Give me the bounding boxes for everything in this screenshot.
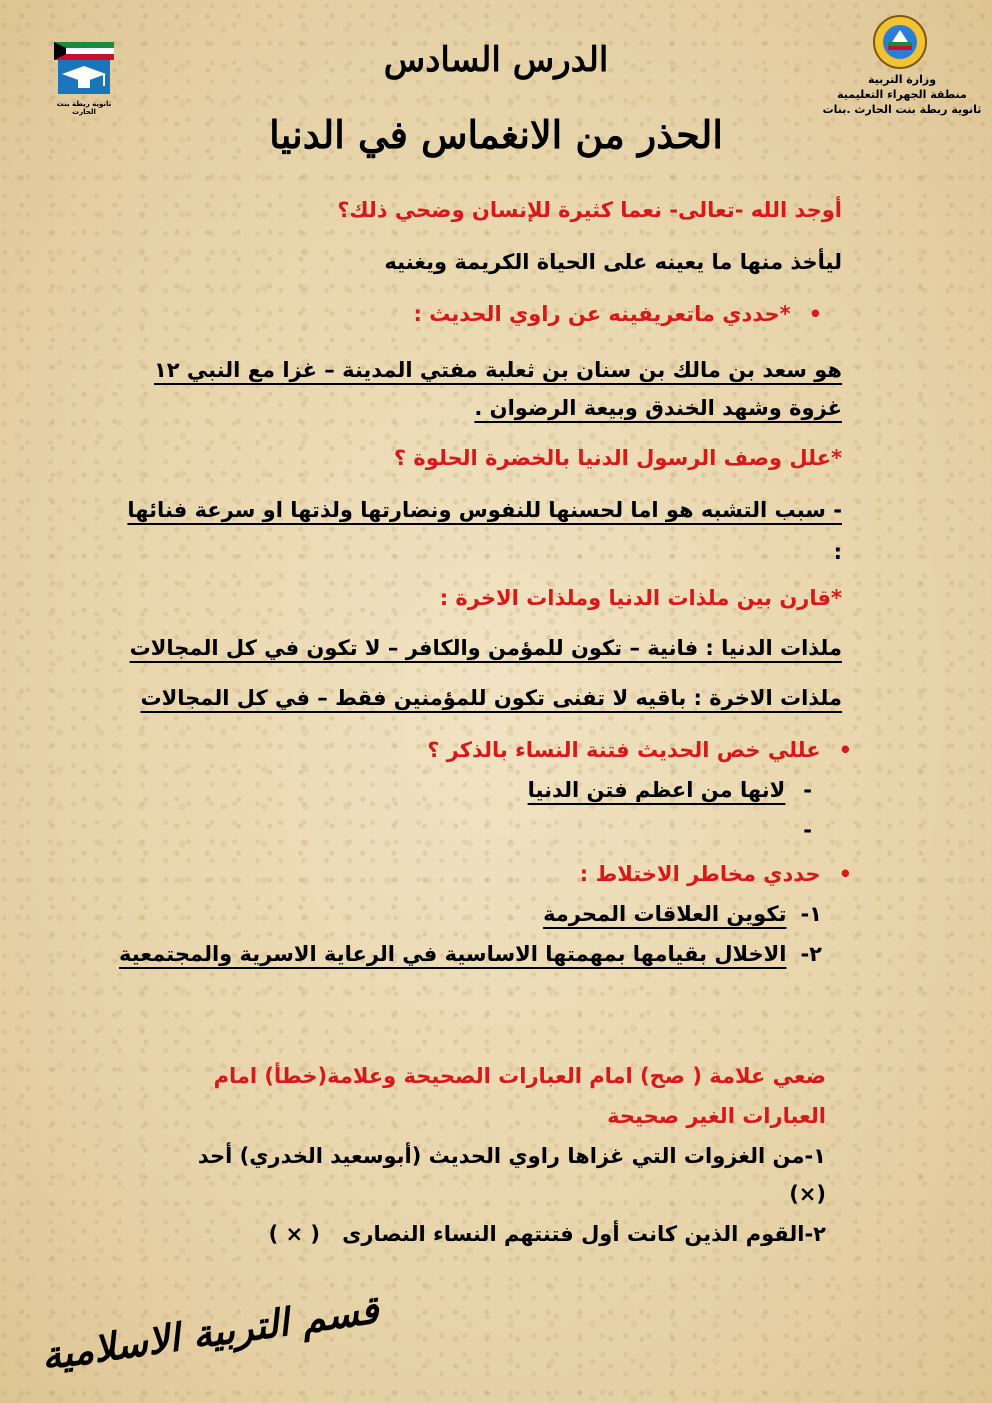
question-5 — [427, 738, 852, 762]
item-number: ٢- — [800, 942, 822, 966]
answer-1: ليأخذ منها ما يعينه على الحياة الكريمة ويغنيه — [384, 250, 842, 274]
school-line: ثانوية ربطة بنت الحارث .بنات — [822, 103, 982, 116]
tf-instruction-line-1: ضعي علامة ( صح) امام العبارات الصحيحة وعلامة(خطأ) امام — [213, 1064, 826, 1088]
answer-6-item-2 — [119, 942, 822, 966]
answer-6-item-1 — [543, 902, 822, 926]
tf-item-2-text: ٢-القوم الذين كانت أول فتنتهم النساء النصارى — [342, 1222, 826, 1246]
district-line: منطقة الجهراء التعليمية — [837, 88, 967, 101]
answer-3-line-2: : — [833, 540, 842, 564]
answer-5-item-1 — [528, 778, 812, 802]
answer-2-line-1: هو سعد بن مالك بن سنان بن ثعلبة مفتي المدينة – غزا مع النبي ١٢ — [153, 358, 842, 382]
item-number: ١- — [800, 902, 822, 926]
answer-4-line-1: ملذات الدنيا : فانية – تكون للمؤمن والكافر – لا تكون في كل المجالات — [129, 636, 842, 660]
tf-item-1-mark: (×) — [789, 1182, 826, 1206]
tf-item-2-mark: ( × ) — [268, 1222, 320, 1246]
question-2 — [413, 302, 822, 326]
answer-6-text-1: تكوين العلاقات المحرمة — [543, 902, 787, 926]
question-5-text: • عللي خص الحديث فتنة النساء بالذكر ؟ — [427, 738, 852, 762]
ministry-line: وزارة التربية — [867, 73, 937, 86]
answer-5-text: لانها من اعظم فتن الدنيا — [527, 778, 786, 802]
question-3: *علل وصف الرسول الدنيا بالخضرة الحلوة ؟ — [393, 446, 842, 470]
answer-2-line-2: غزوة وشهد الخندق وبيعة الرضوان . — [474, 396, 842, 420]
question-1: أوجد الله -تعالى- نعما كثيرة للإنسان وضحي ذلك؟ — [337, 198, 842, 222]
school-logo-text: ثانوية ريطة بنت الحارث — [56, 100, 112, 116]
lesson-title: الدرس السادس — [383, 40, 609, 80]
question-2-text: • *حددي ماتعريفينه عن راوي الحديث : — [413, 302, 822, 326]
question-6 — [580, 862, 852, 886]
question-6-text: • حددي مخاطر الاختلاط : — [580, 862, 852, 886]
question-4: *قارن بين ملذات الدنيا وملذات الاخرة : — [439, 586, 842, 610]
department-signature: قسم التربية الاسلامية — [38, 1286, 382, 1379]
answer-3-line-1: - سبب التشبه هو اما لحسنها للنفوس ونضارتها ولذتها او سرعة فنائها — [127, 498, 842, 522]
answer-5-item-2: - — [803, 818, 812, 842]
dash-marker: - — [803, 778, 812, 802]
tf-instruction-line-2: العبارات الغير صحيحة — [607, 1104, 826, 1128]
answer-4-line-2: ملذات الاخرة : باقيه لا تفنى تكون للمؤمنين فقط – في كل المجالات — [140, 686, 842, 710]
tf-item-2 — [342, 1222, 826, 1246]
tf-item-1: ١-من الغزوات التي غزاها راوي الحديث (أبوسعيد الخدري) أحد — [197, 1144, 826, 1168]
topic-title: الحذر من الانغماس في الدنيا — [269, 112, 723, 157]
answer-6-text-2: الاخلال بقيامها بمهمتها الاساسية في الرعاية الاسرية والمجتمعية — [119, 942, 787, 966]
